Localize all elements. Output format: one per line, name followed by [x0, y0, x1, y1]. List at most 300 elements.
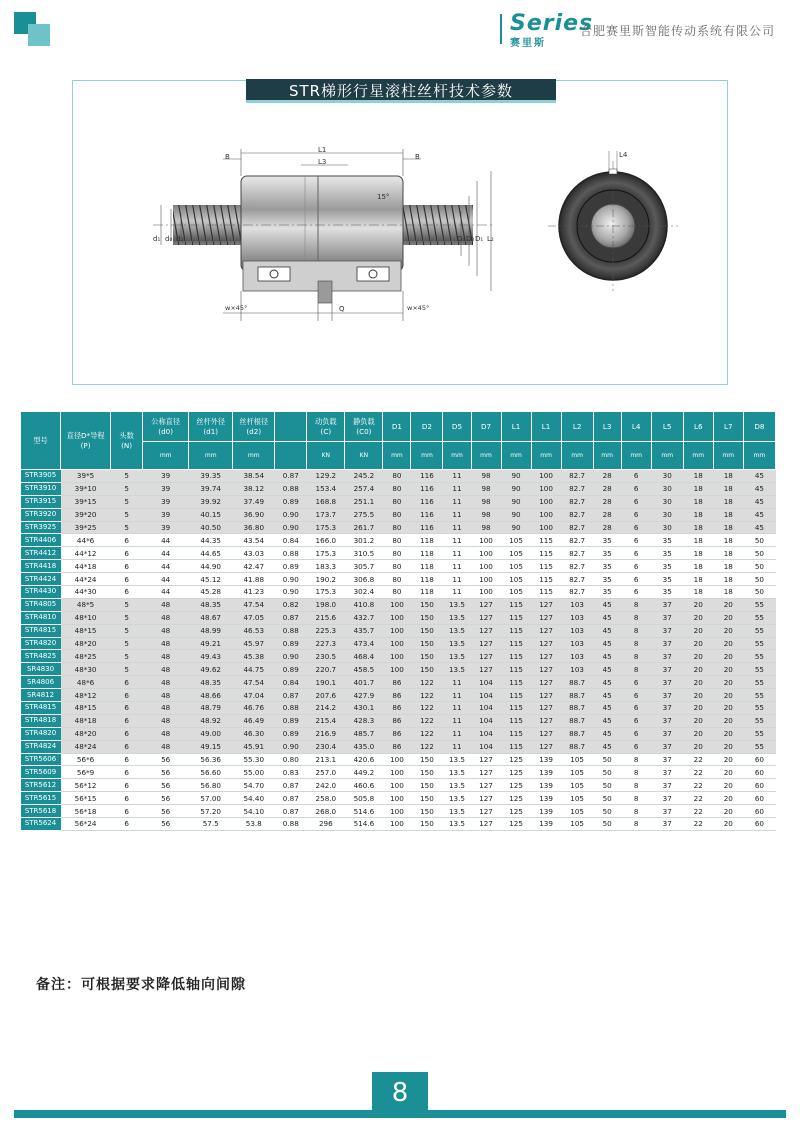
table-cell: 13.5: [443, 624, 471, 637]
table-cell: 37: [651, 650, 683, 663]
table-cell: 20: [713, 637, 743, 650]
table-cell: 6: [621, 560, 651, 573]
table-cell: 37: [651, 740, 683, 753]
table-cell: 190.2: [307, 573, 345, 586]
column-header: L4: [621, 412, 651, 442]
table-cell: 50: [743, 534, 775, 547]
table-cell: 150: [411, 766, 443, 779]
table-cell: 56*15: [61, 792, 111, 805]
table-cell: 45.97: [233, 637, 275, 650]
table-cell: 18: [713, 495, 743, 508]
table-cell: 20: [713, 611, 743, 624]
table-cell: 18: [683, 573, 713, 586]
table-cell: 45: [593, 714, 621, 727]
table-cell: 105: [561, 805, 593, 818]
table-cell: 39: [143, 521, 189, 534]
table-row: [21, 598, 776, 611]
label-l4: L4: [619, 151, 628, 159]
table-row: [21, 547, 776, 560]
table-cell: 18: [683, 534, 713, 547]
table-cell: 6: [111, 547, 143, 560]
table-cell: 430.1: [345, 702, 383, 715]
table-cell: 35: [651, 547, 683, 560]
table-cell: 6: [111, 573, 143, 586]
table-cell: 22: [683, 792, 713, 805]
table-cell: 48*15: [61, 702, 111, 715]
table-cell: 103: [561, 637, 593, 650]
table-cell: 175.3: [307, 521, 345, 534]
table-cell: 48*6: [61, 676, 111, 689]
table-cell: 20: [683, 702, 713, 715]
table-cell: 150: [411, 611, 443, 624]
table-cell: 115: [501, 727, 531, 740]
table-cell: 20: [683, 624, 713, 637]
table-cell: 60: [743, 766, 775, 779]
table-cell: 50: [743, 547, 775, 560]
table-cell: 115: [531, 534, 561, 547]
table-cell: 115: [501, 689, 531, 702]
model-cell: STR4406: [21, 534, 61, 547]
table-cell: 80: [383, 508, 411, 521]
model-cell: STR4412: [21, 547, 61, 560]
table-cell: 48: [143, 714, 189, 727]
table-cell: 0.87: [275, 792, 307, 805]
table-cell: 45: [593, 650, 621, 663]
column-header: D1: [383, 412, 411, 442]
table-cell: 261.7: [345, 521, 383, 534]
table-cell: 100: [383, 753, 411, 766]
table-cell: 48*20: [61, 727, 111, 740]
table-cell: 48: [143, 727, 189, 740]
model-cell: STR5609: [21, 766, 61, 779]
table-cell: 8: [621, 624, 651, 637]
table-cell: 115: [501, 714, 531, 727]
table-cell: 48: [143, 663, 189, 676]
table-cell: 6: [111, 586, 143, 599]
table-cell: 20: [713, 792, 743, 805]
table-cell: 44: [143, 560, 189, 573]
table-cell: 8: [621, 766, 651, 779]
table-cell: 20: [683, 611, 713, 624]
table-cell: 420.6: [345, 753, 383, 766]
table-cell: 8: [621, 663, 651, 676]
table-cell: 11: [443, 470, 471, 483]
table-cell: 47.54: [233, 598, 275, 611]
table-cell: 6: [621, 482, 651, 495]
column-unit: mm: [743, 442, 775, 470]
table-cell: 45: [593, 740, 621, 753]
table-row: [21, 766, 776, 779]
table-cell: 6: [111, 792, 143, 805]
table-cell: 0.90: [275, 650, 307, 663]
table-cell: 30: [651, 495, 683, 508]
table-cell: 104: [471, 740, 501, 753]
table-cell: 127: [471, 598, 501, 611]
table-cell: 5: [111, 521, 143, 534]
column-unit: mm: [621, 442, 651, 470]
table-cell: 35: [593, 573, 621, 586]
table-cell: 115: [501, 624, 531, 637]
table-row: [21, 779, 776, 792]
table-cell: 43.54: [233, 534, 275, 547]
table-cell: 125: [501, 779, 531, 792]
table-cell: 103: [561, 650, 593, 663]
table-cell: 116: [411, 470, 443, 483]
table-cell: 115: [501, 650, 531, 663]
table-cell: 22: [683, 818, 713, 831]
table-cell: 115: [501, 663, 531, 676]
table-cell: 35: [593, 586, 621, 599]
table-cell: 6: [621, 586, 651, 599]
table-cell: 37: [651, 766, 683, 779]
table-cell: 20: [683, 650, 713, 663]
table-cell: 37: [651, 727, 683, 740]
table-cell: 50: [593, 805, 621, 818]
table-cell: 80: [383, 470, 411, 483]
table-cell: 11: [443, 560, 471, 573]
label-d2: d₂: [176, 235, 184, 243]
table-cell: 127: [531, 676, 561, 689]
table-cell: 20: [683, 740, 713, 753]
table-cell: 18: [713, 534, 743, 547]
table-cell: 127: [531, 598, 561, 611]
table-cell: 127: [531, 727, 561, 740]
table-cell: 80: [383, 534, 411, 547]
table-cell: 48: [143, 637, 189, 650]
table-cell: 35: [651, 534, 683, 547]
table-cell: 98: [471, 521, 501, 534]
column-header: D7: [471, 412, 501, 442]
table-cell: 6: [621, 702, 651, 715]
table-cell: 0.89: [275, 727, 307, 740]
table-cell: 150: [411, 598, 443, 611]
table-cell: 6: [621, 740, 651, 753]
table-cell: 82.7: [561, 470, 593, 483]
table-cell: 41.23: [233, 586, 275, 599]
model-cell: STR4418: [21, 560, 61, 573]
table-cell: 48.99: [189, 624, 233, 637]
table-cell: 139: [531, 805, 561, 818]
table-cell: 48.35: [189, 598, 233, 611]
table-cell: 55: [743, 637, 775, 650]
table-cell: 6: [621, 534, 651, 547]
remark-note: 备注：可根据要求降低轴向间隙: [36, 977, 246, 993]
table-cell: 245.2: [345, 470, 383, 483]
page-number: 8: [372, 1072, 428, 1112]
table-cell: 514.6: [345, 818, 383, 831]
label-D3: D₃: [466, 235, 475, 243]
table-cell: 127: [531, 611, 561, 624]
table-cell: 116: [411, 521, 443, 534]
table-cell: 11: [443, 727, 471, 740]
spec-table: [20, 411, 776, 831]
column-unit: mm: [501, 442, 531, 470]
column-unit: mm: [233, 442, 275, 470]
table-cell: 80: [383, 495, 411, 508]
table-cell: 40.50: [189, 521, 233, 534]
table-cell: 60: [743, 779, 775, 792]
table-cell: 100: [531, 508, 561, 521]
table-cell: 30: [651, 470, 683, 483]
column-header: D5: [443, 412, 471, 442]
table-cell: 39*20: [61, 508, 111, 521]
table-cell: 198.0: [307, 598, 345, 611]
table-cell: 125: [501, 818, 531, 831]
table-cell: 20: [683, 714, 713, 727]
table-cell: 11: [443, 676, 471, 689]
column-unit: mm: [189, 442, 233, 470]
table-cell: 20: [713, 714, 743, 727]
model-cell: STR3915: [21, 495, 61, 508]
table-cell: 6: [111, 727, 143, 740]
table-cell: 100: [383, 663, 411, 676]
table-cell: 0.90: [275, 508, 307, 521]
table-cell: 310.5: [345, 547, 383, 560]
table-cell: 39*15: [61, 495, 111, 508]
table-cell: 56.80: [189, 779, 233, 792]
table-cell: 20: [713, 727, 743, 740]
column-header: L5: [651, 412, 683, 442]
table-cell: 105: [501, 560, 531, 573]
table-cell: 302.4: [345, 586, 383, 599]
table-cell: 13.5: [443, 611, 471, 624]
table-cell: 150: [411, 792, 443, 805]
table-cell: 35: [593, 547, 621, 560]
table-cell: 0.89: [275, 663, 307, 676]
table-cell: 127: [531, 740, 561, 753]
table-cell: 98: [471, 482, 501, 495]
model-cell: STR5618: [21, 805, 61, 818]
table-cell: 55.00: [233, 766, 275, 779]
table-cell: 0.89: [275, 714, 307, 727]
table-cell: 55: [743, 611, 775, 624]
table-cell: 60: [743, 805, 775, 818]
table-cell: 45.38: [233, 650, 275, 663]
table-cell: 127: [531, 650, 561, 663]
table-row: [21, 586, 776, 599]
table-cell: 115: [501, 676, 531, 689]
table-cell: 104: [471, 689, 501, 702]
table-cell: 13.5: [443, 663, 471, 676]
table-cell: 127: [471, 611, 501, 624]
table-cell: 50: [743, 586, 775, 599]
table-cell: 56.36: [189, 753, 233, 766]
table-cell: 18: [713, 560, 743, 573]
table-row: [21, 792, 776, 805]
table-cell: 8: [621, 818, 651, 831]
table-cell: 22: [683, 805, 713, 818]
table-cell: 28: [593, 470, 621, 483]
table-cell: 56*18: [61, 805, 111, 818]
table-cell: 6: [111, 753, 143, 766]
table-cell: 11: [443, 714, 471, 727]
table-cell: 127: [531, 689, 561, 702]
table-cell: 56: [143, 779, 189, 792]
label-w-left: w×45°: [225, 304, 248, 312]
corner-decoration-light: [28, 24, 50, 46]
table-cell: 427.9: [345, 689, 383, 702]
table-cell: 473.4: [345, 637, 383, 650]
table-cell: 8: [621, 598, 651, 611]
table-cell: 6: [111, 560, 143, 573]
table-cell: 37: [651, 805, 683, 818]
table-cell: 56.60: [189, 766, 233, 779]
table-cell: 20: [683, 637, 713, 650]
table-cell: 37: [651, 689, 683, 702]
table-cell: 37: [651, 714, 683, 727]
table-row: [21, 534, 776, 547]
table-cell: 105: [561, 753, 593, 766]
table-cell: 28: [593, 482, 621, 495]
table-cell: 38.12: [233, 482, 275, 495]
table-cell: 88.7: [561, 714, 593, 727]
label-d0: d₀: [165, 235, 173, 243]
table-cell: 139: [531, 818, 561, 831]
table-cell: 22: [683, 779, 713, 792]
table-cell: 115: [501, 740, 531, 753]
table-cell: 150: [411, 818, 443, 831]
table-cell: 55: [743, 598, 775, 611]
table-cell: 50: [593, 792, 621, 805]
table-cell: 0.88: [275, 702, 307, 715]
table-cell: 6: [111, 702, 143, 715]
table-cell: 100: [531, 495, 561, 508]
table-cell: 20: [683, 676, 713, 689]
table-cell: 0.90: [275, 586, 307, 599]
column-header: L2: [561, 412, 593, 442]
table-cell: 20: [713, 676, 743, 689]
table-cell: 103: [561, 624, 593, 637]
table-cell: 44: [143, 547, 189, 560]
table-cell: 6: [111, 689, 143, 702]
table-cell: 127: [471, 624, 501, 637]
table-cell: 251.1: [345, 495, 383, 508]
table-row: [21, 740, 776, 753]
column-header: 头数 (N): [111, 412, 143, 470]
table-cell: 104: [471, 714, 501, 727]
table-cell: 127: [531, 624, 561, 637]
table-cell: 125: [501, 753, 531, 766]
table-cell: 55: [743, 676, 775, 689]
table-cell: 305.7: [345, 560, 383, 573]
table-cell: 39: [143, 495, 189, 508]
table-cell: 57.00: [189, 792, 233, 805]
table-cell: 47.04: [233, 689, 275, 702]
table-cell: 48*24: [61, 740, 111, 753]
table-row: [21, 663, 776, 676]
table-cell: 18: [683, 560, 713, 573]
table-cell: 98: [471, 470, 501, 483]
label-D4: D₄: [457, 235, 466, 243]
column-header: L3: [593, 412, 621, 442]
table-cell: 100: [383, 805, 411, 818]
table-row: [21, 689, 776, 702]
table-cell: 100: [471, 586, 501, 599]
table-cell: 37: [651, 753, 683, 766]
table-cell: 122: [411, 676, 443, 689]
table-cell: 5: [111, 495, 143, 508]
table-cell: 49.43: [189, 650, 233, 663]
table-cell: 150: [411, 753, 443, 766]
table-cell: 39*25: [61, 521, 111, 534]
table-cell: 90: [501, 521, 531, 534]
table-cell: 13.5: [443, 637, 471, 650]
table-cell: 115: [531, 547, 561, 560]
table-cell: 18: [683, 521, 713, 534]
table-cell: 105: [561, 779, 593, 792]
table-cell: 44*12: [61, 547, 111, 560]
table-cell: 8: [621, 650, 651, 663]
table-cell: 48*12: [61, 689, 111, 702]
table-cell: 20: [713, 779, 743, 792]
table-cell: 18: [713, 573, 743, 586]
table-cell: 116: [411, 508, 443, 521]
table-cell: 122: [411, 702, 443, 715]
column-unit: mm: [411, 442, 443, 470]
table-cell: 11: [443, 740, 471, 753]
table-cell: 86: [383, 702, 411, 715]
table-cell: 100: [383, 792, 411, 805]
table-cell: 11: [443, 495, 471, 508]
table-cell: 5: [111, 482, 143, 495]
table-cell: 105: [501, 534, 531, 547]
column-header: 直径D*导程 (P): [61, 412, 111, 470]
table-cell: 127: [531, 663, 561, 676]
table-cell: 37: [651, 779, 683, 792]
brand-logo: Series: [510, 11, 594, 36]
table-cell: 116: [411, 495, 443, 508]
table-cell: 127: [471, 792, 501, 805]
model-cell: SR4806: [21, 676, 61, 689]
table-cell: 50: [593, 766, 621, 779]
table-cell: 8: [621, 792, 651, 805]
table-row: [21, 753, 776, 766]
table-cell: 45: [593, 611, 621, 624]
table-cell: 82.7: [561, 586, 593, 599]
table-cell: 44.75: [233, 663, 275, 676]
table-cell: 127: [471, 805, 501, 818]
table-cell: 296: [307, 818, 345, 831]
table-cell: 115: [501, 611, 531, 624]
table-cell: 44.90: [189, 560, 233, 573]
table-cell: 115: [501, 598, 531, 611]
table-cell: 11: [443, 508, 471, 521]
table-row: [21, 624, 776, 637]
nut-body: [241, 176, 403, 271]
table-cell: 44: [143, 573, 189, 586]
model-cell: STR3920: [21, 508, 61, 521]
table-cell: 60: [743, 818, 775, 831]
table-cell: 55: [743, 727, 775, 740]
header-divider: [500, 14, 502, 44]
table-cell: 46.49: [233, 714, 275, 727]
table-cell: 20: [683, 663, 713, 676]
table-cell: 230.4: [307, 740, 345, 753]
table-cell: 37: [651, 792, 683, 805]
table-cell: 60: [743, 792, 775, 805]
model-cell: STR4815: [21, 624, 61, 637]
brand-logo-cn: 赛里斯: [510, 38, 546, 49]
table-cell: 0.89: [275, 637, 307, 650]
table-cell: 449.2: [345, 766, 383, 779]
table-cell: 45: [743, 508, 775, 521]
table-cell: 0.88: [275, 624, 307, 637]
table-cell: 39*10: [61, 482, 111, 495]
table-cell: 275.5: [345, 508, 383, 521]
table-cell: 13.5: [443, 779, 471, 792]
table-cell: 82.7: [561, 573, 593, 586]
column-unit: mm: [143, 442, 189, 470]
